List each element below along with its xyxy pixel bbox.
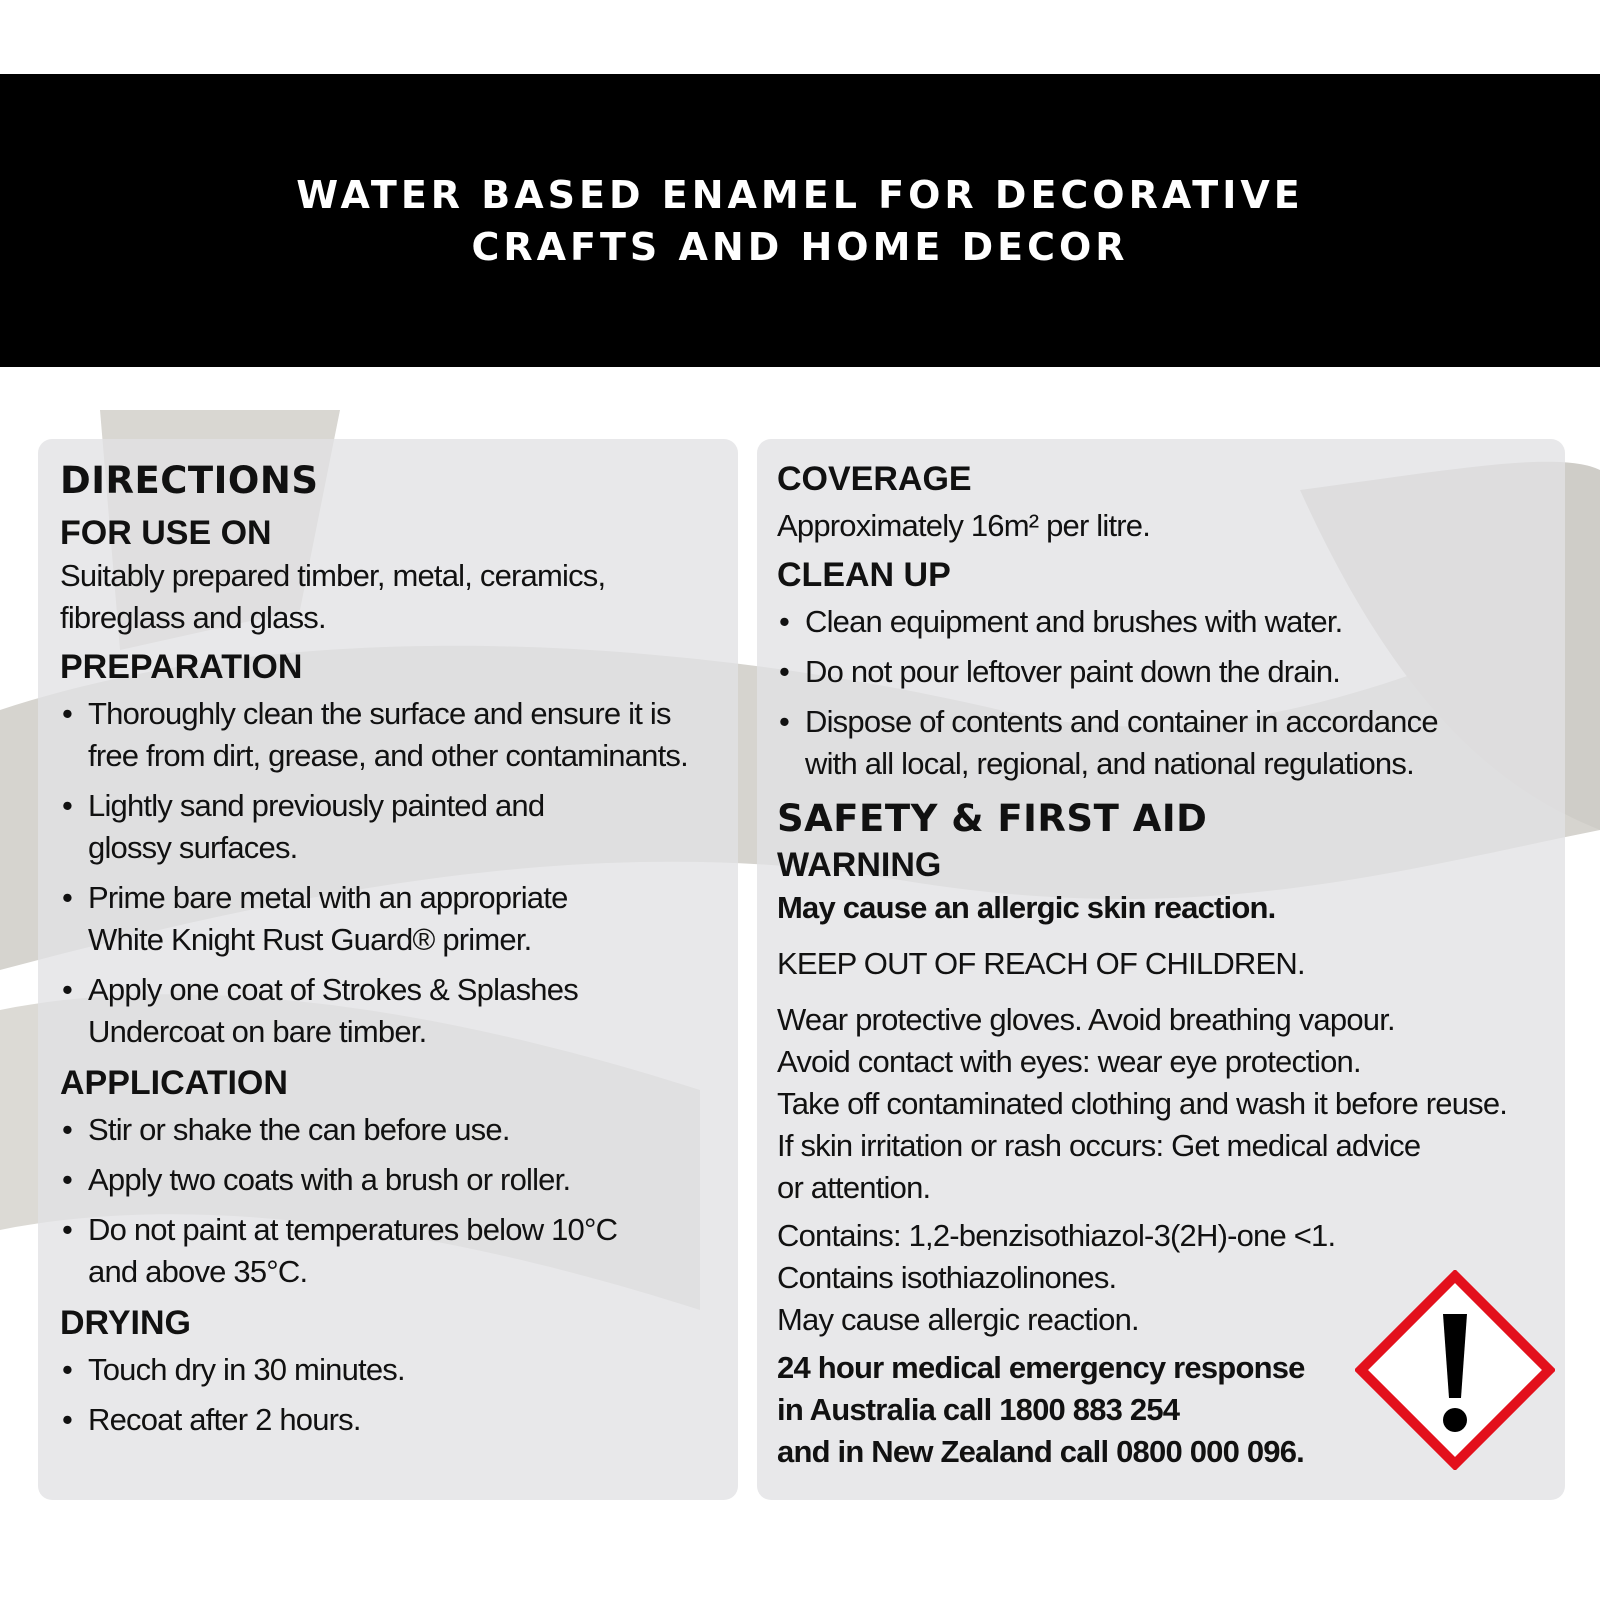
precaution-line: If skin irritation or rash occurs: Get medical advice xyxy=(777,1128,1421,1163)
for-use-on-line-2: fibreglass and glass. xyxy=(60,600,326,635)
bullet-icon: • xyxy=(62,696,73,731)
drying-heading: DRYING xyxy=(60,1304,191,1342)
bullet-icon: • xyxy=(779,654,790,689)
for-use-on-heading: FOR USE ON xyxy=(60,514,272,552)
list-item: • Apply one coat of Strokes & Splashes Undercoat on bare timber. xyxy=(60,969,716,1053)
banner-line-1: WATER BASED ENAMEL FOR DECORATIVE xyxy=(296,172,1304,217)
bullet-icon: • xyxy=(62,1352,73,1387)
list-item: • Dispose of contents and container in accordance with all local, regional, and national regulations. xyxy=(777,701,1543,785)
precaution-line: Avoid contact with eyes: wear eye protection. xyxy=(777,1044,1361,1079)
title-banner xyxy=(0,74,1600,367)
bullet-icon: • xyxy=(62,972,73,1007)
list-item: • Do not paint at temperatures below 10°C and above 35°C. xyxy=(60,1209,716,1293)
bullet-icon: • xyxy=(779,604,790,639)
directions-heading: DIRECTIONS xyxy=(60,459,319,502)
contains-line: Contains isothiazolinones. xyxy=(777,1260,1117,1295)
emergency-line: in Australia call 1800 883 254 xyxy=(777,1392,1180,1427)
bullet-icon: • xyxy=(62,788,73,823)
safety-heading: SAFETY & FIRST AID xyxy=(777,797,1208,840)
hazard-exclamation-icon xyxy=(1355,1270,1555,1470)
emergency-line: 24 hour medical emergency response xyxy=(777,1350,1305,1385)
application-list xyxy=(60,1109,716,1293)
banner-line-2: CRAFTS AND HOME DECOR xyxy=(471,224,1129,269)
clean-up-heading: CLEAN UP xyxy=(777,556,951,594)
allergic-warning: May cause an allergic skin reaction. xyxy=(777,890,1276,925)
bullet-icon: • xyxy=(62,1112,73,1147)
list-item: • Do not pour leftover paint down the drain. xyxy=(777,651,1543,693)
application-heading: APPLICATION xyxy=(60,1064,288,1102)
keep-out-notice: KEEP OUT OF REACH OF CHILDREN. xyxy=(777,946,1305,981)
coverage-text: Approximately 16m² per litre. xyxy=(777,508,1151,543)
precaution-line: or attention. xyxy=(777,1170,931,1205)
list-item: • Clean equipment and brushes with water. xyxy=(777,601,1543,643)
precaution-line: Take off contaminated clothing and wash it before reuse. xyxy=(777,1086,1508,1121)
bullet-icon: • xyxy=(62,1402,73,1437)
bullet-icon: • xyxy=(62,1212,73,1247)
list-item: • Lightly sand previously painted and glossy surfaces. xyxy=(60,785,716,869)
list-item: • Stir or shake the can before use. xyxy=(60,1109,716,1151)
emergency-line: and in New Zealand call 0800 000 096. xyxy=(777,1434,1304,1469)
bullet-icon: • xyxy=(62,880,73,915)
for-use-on-line-1: Suitably prepared timber, metal, ceramics, xyxy=(60,558,606,593)
list-item: • Thoroughly clean the surface and ensure it is free from dirt, grease, and other contaminants. xyxy=(60,693,716,777)
precaution-line: Wear protective gloves. Avoid breathing vapour. xyxy=(777,1002,1395,1037)
directions-panel xyxy=(38,439,738,1500)
clean-up-list xyxy=(777,601,1543,785)
list-item: • Prime bare metal with an appropriate White Knight Rust Guard® primer. xyxy=(60,877,716,961)
preparation-heading: PREPARATION xyxy=(60,648,303,686)
warning-label: WARNING xyxy=(777,846,942,884)
list-item: • Touch dry in 30 minutes. xyxy=(60,1349,716,1391)
preparation-list xyxy=(60,693,716,1053)
drying-list xyxy=(60,1349,716,1441)
contains-line: May cause allergic reaction. xyxy=(777,1302,1139,1337)
contains-line: Contains: 1,2-benzisothiazol-3(2H)-one <1. xyxy=(777,1218,1336,1253)
coverage-heading: COVERAGE xyxy=(777,460,972,498)
bullet-icon: • xyxy=(62,1162,73,1197)
bullet-icon: • xyxy=(779,704,790,739)
list-item: • Recoat after 2 hours. xyxy=(60,1399,716,1441)
list-item: • Apply two coats with a brush or roller. xyxy=(60,1159,716,1201)
